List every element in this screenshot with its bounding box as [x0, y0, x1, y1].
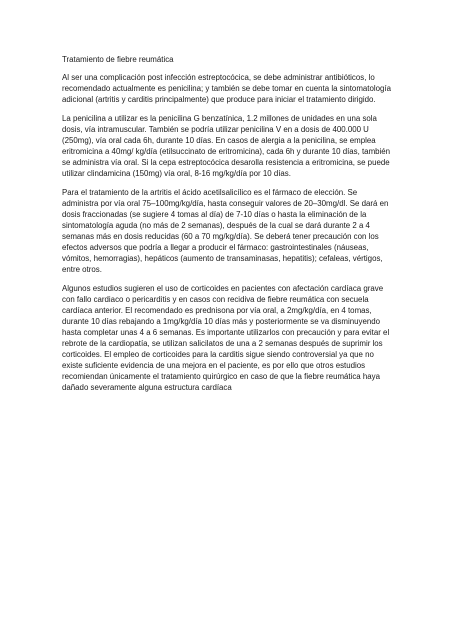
- paragraph-arthritis: Para el tratamiento de la artritis el ácido acetilsalicílico es el fármaco de elección. Se administra por vía oral 75–100mg/kg/día, hasta conseguir valores de 20–30mg/dl. Se dará en dosis fraccionadas (se sugiere 4 tomas al día) de 7-10 días o hasta la eliminación de la sintomatología aguda (no más de 2 semanas), después de la cual se dará durante 2 a 4 semanas más en dosis reducidas (60 a 70 mg/kg/día). Se deberá tener precaución con los efectos adversos que podría a llegar a producir el fármaco: gastrointestinales (náuseas, vómitos, hemorragias), hepáticos (aumento de transaminasas, hepatitis); cefaleas, vértigos, entre otros.: [62, 188, 389, 274]
- paragraph-intro: Al ser una complicación post infección estreptocócica, se debe administrar antibióticos, lo recomendado actualmente es penicilina; y también se debe tomar en cuenta la sintomatología adicional (artritis y carditis principalmente) que produce para iniciar el tratamiento dirigido.: [62, 73, 391, 104]
- paragraph-corticoids: Algunos estudios sugieren el uso de corticoides en pacientes con afectación cardíaca grave con fallo cardiaco o pericarditis y en casos con recidiva de fiebre reumática con secuela cardíaca anterior. El recomendado es prednisona por vía oral, a 2mg/kg/día, en 4 tomas, durante 10 días rebajando a 1mg/kg/día 10 días más y posteriormente se va disminuyendo hasta completar unas 4 a 6 semanas. Es importante utilizarlos con precaución y para evitar el rebrote de la cardiopatía, se utilizan salicilatos de una a 2 semanas después de suprimir los corticoides. El empleo de corticoides para la carditis sigue siendo controversial ya que no existe suficiente evidencia de una mejora en el paciente, es por ello que otros estudios recomiendan únicamente el tratamiento quirúrgico en caso de que la fiebre reumática haya dañado severamente alguna estructura cardíaca: [62, 284, 390, 392]
- document-title: Tratamiento de fiebre reumática: [62, 55, 174, 64]
- paragraph-penicillin: La penicilina a utilizar es la penicilina G benzatínica, 1.2 millones de unidades en una sola dosis, vía intramuscular. También se podría utilizar penicilina V en a dosis de 400.000 U (250mg), vía oral cada 6h, durante 10 días. En casos de alergia a la penicilina, se emplea eritromicina a 40mg/ kg/día (etilsuccinato de eritromicina), cada 6h y durante 10 días, también se administra vía oral. Si la cepa estreptocócica desarolla resistencia a eritromicina, se puede utilizar clindamicina (150mg) vía oral, 8-16 mg/kg/día por 10 días.: [62, 114, 391, 178]
